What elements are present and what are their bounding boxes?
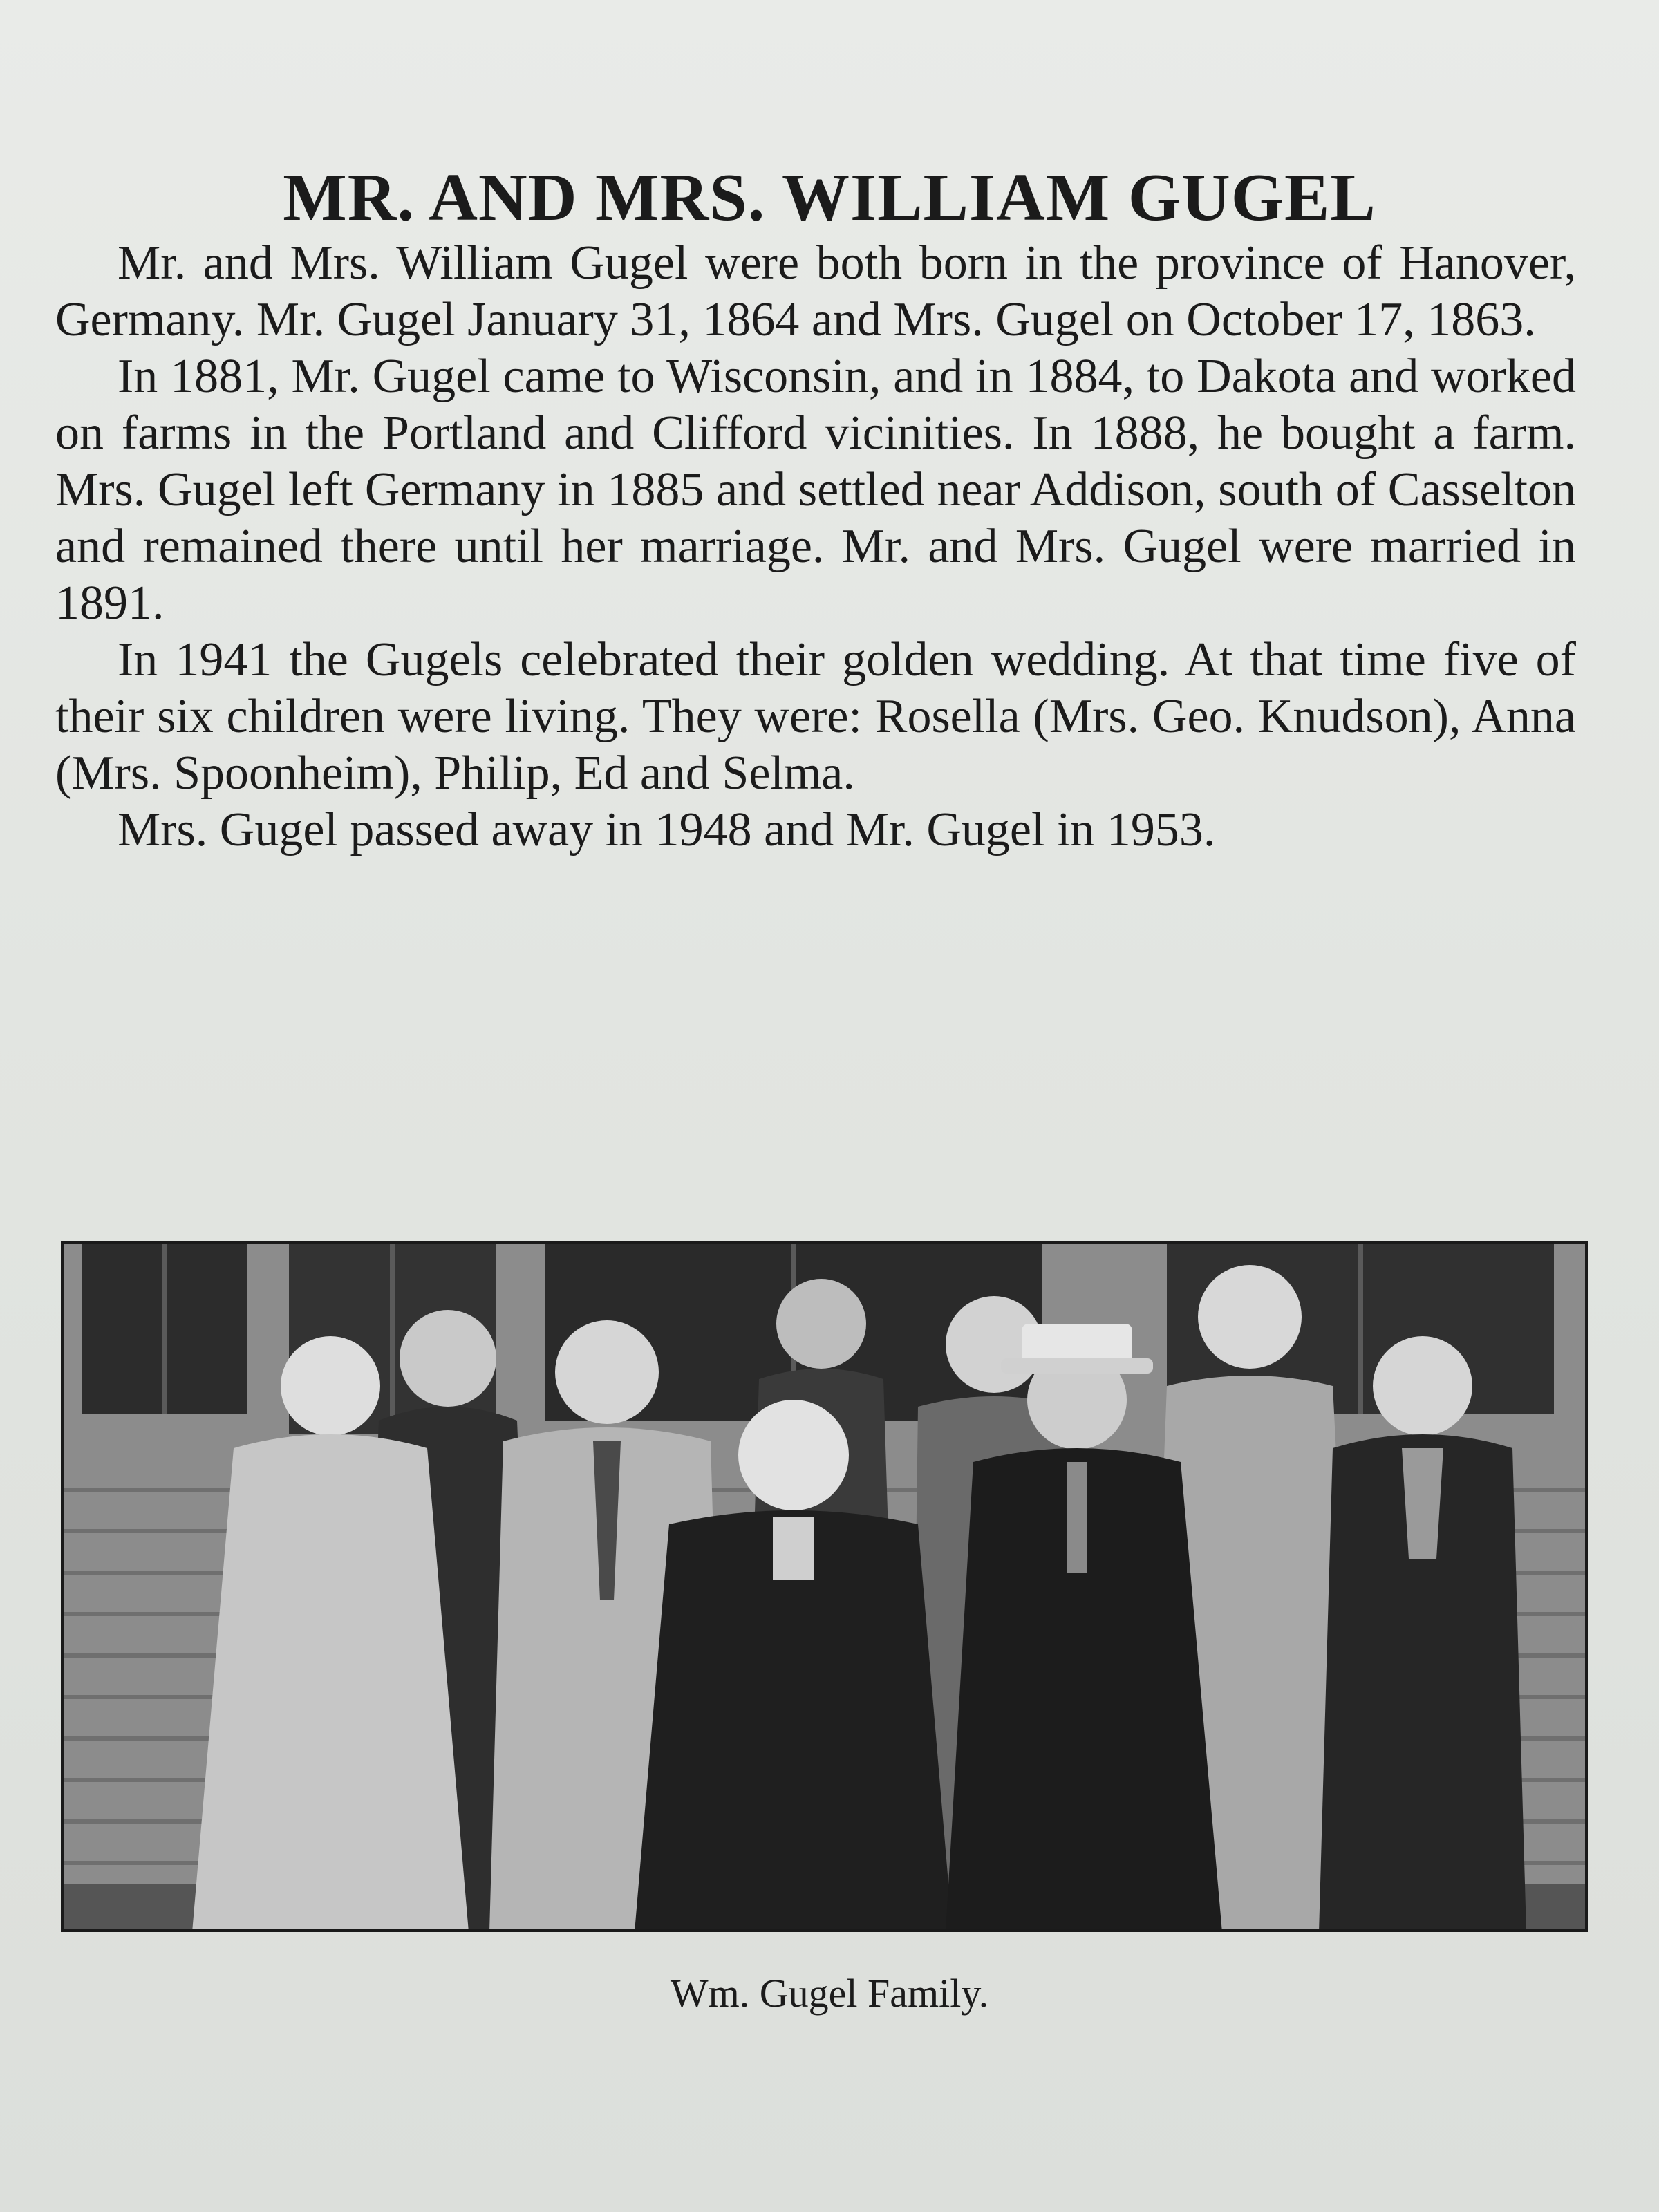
paragraph-2: In 1881, Mr. Gugel came to Wisconsin, and in 1884, to Dakota and worked on farms in the Portland and Clifford vicinities. In 1888, he bought a farm. Mrs. Gugel left Germany in 1885 and settled near Addison, south of Casselton and remained there until her marriage. Mr. and Mrs. Gugel were married in 1891. bbox=[55, 350, 1576, 630]
family-photograph bbox=[61, 1241, 1588, 1932]
family-photo-illustration bbox=[61, 1241, 1588, 1932]
photo-caption: Wm. Gugel Family. bbox=[670, 1971, 989, 2016]
paragraph-1: Mr. and Mrs. William Gugel were both born in the province of Hanover, Germany. Mr. Gugel January 31, 1864 and Mrs. Gugel on October 17, 1863. bbox=[55, 236, 1576, 346]
page-title: MR. AND MRS. WILLIAM GUGEL bbox=[283, 160, 1376, 235]
article-body bbox=[55, 235, 1576, 859]
paragraph-3: In 1941 the Gugels celebrated their golden wedding. At that time five of their six children were living. They were: Rosella (Mrs. Geo. Knudson), Anna (Mrs. Spoonheim), Philip, Ed and Selma. bbox=[55, 633, 1576, 800]
paragraph-4: Mrs. Gugel passed away in 1948 and Mr. Gugel in 1953. bbox=[118, 803, 1216, 856]
